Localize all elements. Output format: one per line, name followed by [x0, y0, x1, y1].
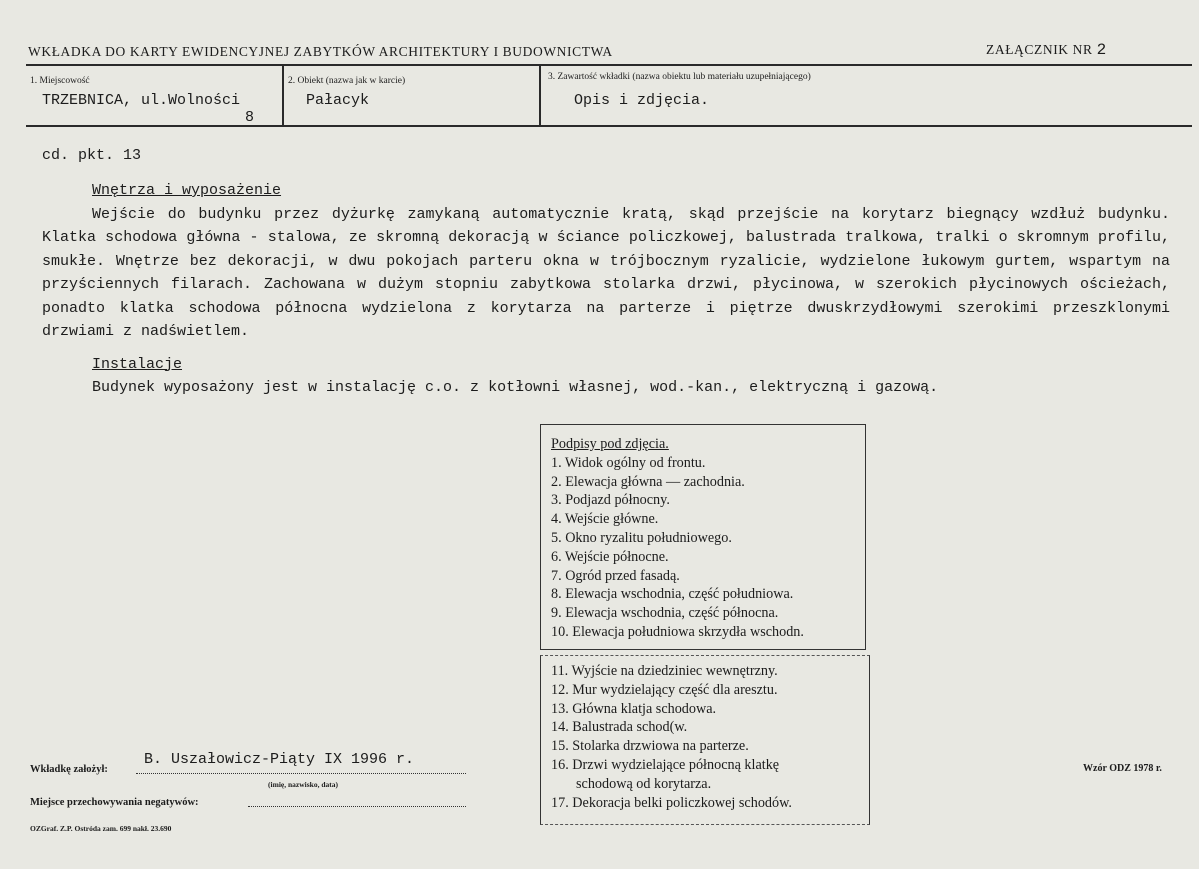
caption-item-continued: schodową od korytarza.: [576, 775, 712, 792]
description-body: [42, 179, 1170, 400]
founder-label: Wkładkę założył:: [30, 764, 108, 775]
caption-item: 13. Główna klatja schodowa.: [551, 700, 717, 717]
founder-sub-label: (imię, nazwisko, data): [268, 780, 338, 789]
founder-line: [136, 773, 466, 774]
section-heading-installations: Instalacje: [92, 355, 183, 373]
caption-item: 2. Elewacja główna — zachodnia.: [551, 473, 745, 490]
section-heading-interiors: Wnętrza i wyposażenie: [92, 182, 282, 199]
photo-captions-list-2: [551, 662, 792, 812]
section-text-installations: Budynek wyposażony jest w instalację c.o. z kotłowni własnej, wod.-kan., elektryczną i gazową.: [92, 379, 939, 396]
form-id: Wzór ODZ 1978 r.: [1083, 763, 1162, 774]
content-value: Opis i zdjęcia.: [574, 92, 710, 109]
caption-item: 8. Elewacja wschodnia, część południowa.: [551, 586, 794, 603]
photo-captions-list-1: [551, 435, 804, 642]
caption-item: 17. Dekoracja belki policzkowej schodów.: [551, 794, 792, 811]
photo-captions-box: [540, 424, 866, 650]
caption-item: 11. Wyjście na dziedziniec wewnętrzny.: [551, 663, 778, 679]
negatives-line: [248, 806, 466, 807]
negatives-label: Miejsce przechowywania negatywów:: [30, 797, 199, 808]
caption-item: 1. Widok ogólny od frontu.: [551, 454, 706, 471]
photo-captions-heading: Podpisy pod zdjęcia.: [551, 436, 669, 452]
caption-item: 3. Podjazd północny.: [551, 492, 670, 509]
locality-value: TRZEBNICA, ul.Wolności: [42, 92, 241, 109]
caption-item: 4. Wejście główne.: [551, 511, 659, 528]
locality-number: 8: [245, 109, 255, 126]
caption-item: 16. Drzwi wydzielające północną klatkę: [551, 756, 780, 773]
continuation-label: cd. pkt. 13: [42, 147, 142, 164]
form-title: WKŁADKA DO KARTY EWIDENCYJNEJ ZABYTKÓW ARCHITEKTURY I BUDOWNICTWA: [28, 44, 613, 59]
field-divider-1: [282, 66, 284, 126]
field-divider-2: [539, 66, 541, 126]
caption-item: 9. Elewacja wschodnia, część północna.: [551, 605, 779, 622]
header-rule-top: [26, 64, 1192, 66]
locality-label: 1. Miejscowość: [30, 76, 90, 86]
object-label: 2. Obiekt (nazwa jak w karcie): [288, 76, 406, 86]
content-label: 3. Zawartość wkładki (nazwa obiektu lub materiału uzupełniającego): [548, 72, 811, 82]
print-info: OZGraf. Z.P. Ostróda zam. 699 nakł. 23.690: [30, 824, 172, 833]
caption-item: 6. Wejście północne.: [551, 548, 669, 565]
section-text-interiors: Wejście do budynku przez dyżurkę zamykaną automatycznie kratą, skąd przejście na korytarz biegnący wzdłuż budynku. Klatka schodowa główna - stalowa, ze skromną dekoracją w ściance policzkowej, balustrada tralkowa, tralki o skromnym profilu, smukłe. Wnętrze bez dekoracji, w dwu pokojach parteru okna w trójbocznym ryzalicie, wydzielone łukowym gurtem, wspartym na przyściennych filarach. Zachowana w dużym stopniu zabytkowa stolarka drzwi, płycinowa, w szerokich płycinowych ościeżach, ponadto klatka schodowa północna wydzielona z korytarza na parterze i piętrze dwuskrzydłowymi szerokimi przeszklonymi drzwiami z nadświetlem.: [42, 205, 1170, 340]
caption-item: 10. Elewacja południowa skrzydła wschodn.: [551, 623, 804, 640]
caption-item: 14. Balustrada schod(w.: [551, 719, 688, 736]
founder-value: B. Uszałowicz-Piąty IX 1996 r.: [144, 751, 415, 768]
annex-label: [986, 41, 1107, 59]
caption-item: 7. Ogród przed fasadą.: [551, 567, 680, 584]
object-value: Pałacyk: [306, 92, 370, 109]
caption-item: 5. Okno ryzalitu południowego.: [551, 529, 732, 546]
photo-captions-box-continued: [540, 655, 870, 825]
header-rule-bottom: [26, 125, 1192, 127]
annex-number: 2: [1096, 41, 1107, 59]
caption-item: 12. Mur wydzielający część dla aresztu.: [551, 681, 778, 698]
annex-label-text: ZAŁĄCZNIK NR: [986, 42, 1093, 57]
caption-item: 15. Stolarka drzwiowa na parterze.: [551, 738, 749, 755]
